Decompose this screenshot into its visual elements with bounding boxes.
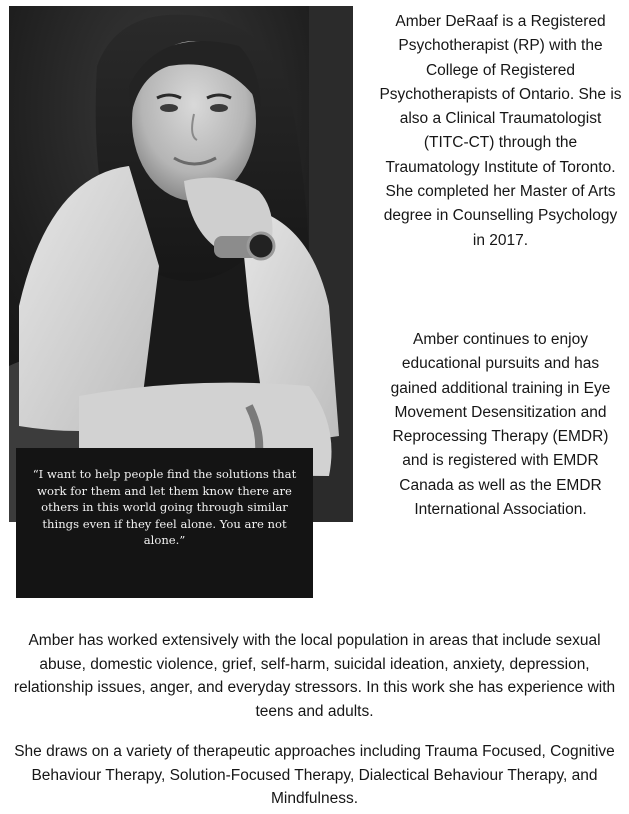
quote-text: “I want to help people find the solutions that work for them and let them know there are others in this world going through similar things even if they feel alone. You are not alone.”	[32, 467, 297, 547]
bio-paragraph-credentials: Amber DeRaaf is a Registered Psychotherapist (RP) with the College of Registered Psychotherapists of Ontario. She is also a Clinical Traumatologist (TITC-CT) through the Traumatology Institute of Toronto. She completed her Master of Arts degree in Counselling Psychology in 2017.	[379, 13, 622, 249]
experience-paragraph-approaches: She draws on a variety of therapeutic approaches including Trauma Focused, Cognitive Behaviour Therapy, Solution-Focused Therapy, Dialectical Behaviour Therapy, and Mindfulness.	[14, 743, 615, 807]
quote-box	[16, 448, 313, 598]
bio-paragraph-training: Amber continues to enjoy educational pursuits and has gained additional training in Eye Movement Desensitization and Reprocessing Therapy (EMDR) and is registered with EMDR Canada as well as the EMDR International Association.	[390, 331, 611, 519]
portrait-illustration	[9, 6, 353, 522]
portrait-photo	[9, 6, 353, 522]
experience-paragraph-areas: Amber has worked extensively with the local population in areas that include sexual abuse, domestic violence, grief, self-harm, suicidal ideation, anxiety, depression, relationship issues, anger, and everyday stressors. In this work she has experience with teens and adults.	[13, 632, 616, 720]
